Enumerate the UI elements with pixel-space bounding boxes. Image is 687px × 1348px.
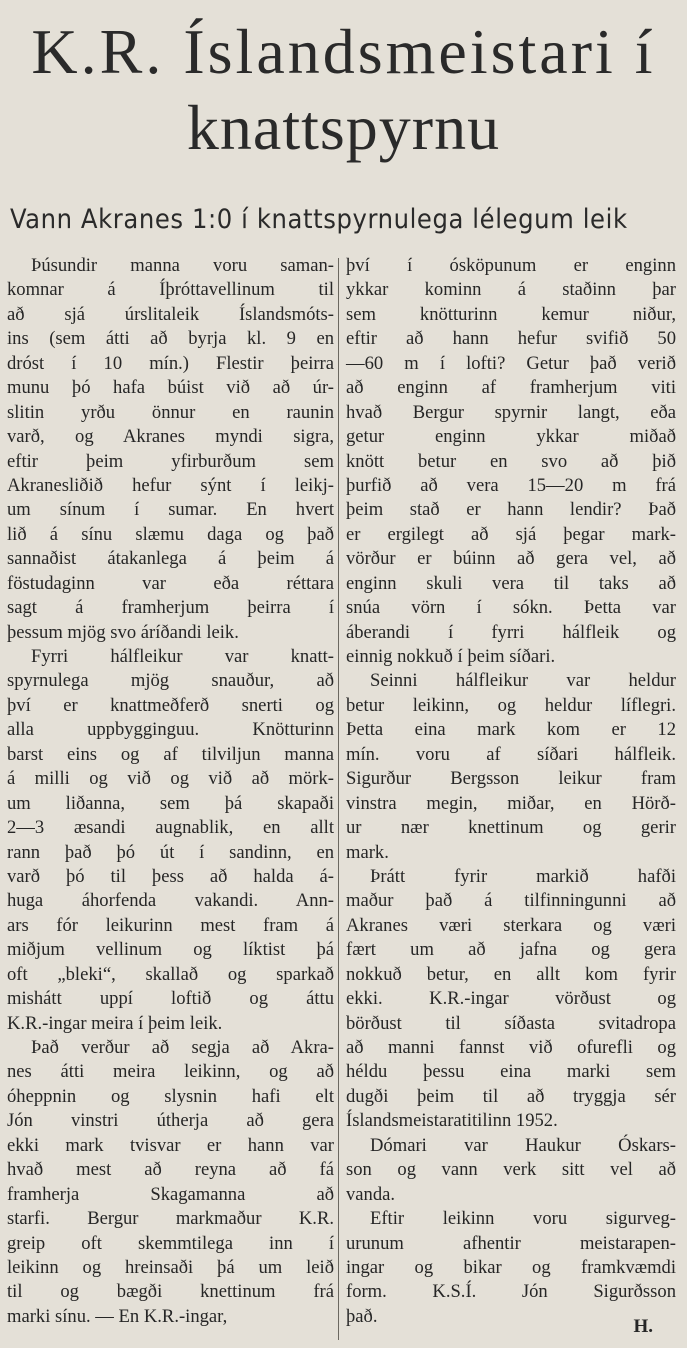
text-line: 2—3 æsandi augnablik, en allt (7, 817, 334, 839)
text-line: Íslandsmeistaratitilinn 1952. (346, 1110, 558, 1132)
text-line: áberandi í fyrri hálfleik og (346, 621, 676, 643)
subheadline: Vann Akranes 1:0 í knattspyrnulega lélegum leik (10, 204, 628, 235)
text-line: maður það á tilfinningunni að (346, 890, 676, 912)
text-line: lið á sínu slæmu daga og það (7, 523, 334, 545)
text-line: sannaðist átakanlega á þeim á (7, 548, 334, 570)
text-line: Það verður að segja að Akra- (31, 1037, 334, 1058)
text-line: komnar á Íþróttavellinum til (7, 279, 334, 301)
text-line: marki sínu. — En K.R.-ingar, (7, 1305, 228, 1327)
text-line: föstudaginn var eða réttara (7, 572, 334, 594)
text-line: getur enginn ykkar miðað (346, 426, 676, 448)
text-line: nokkuð betur, en allt kom fyrir (346, 963, 676, 985)
text-line: vanda. (346, 1183, 396, 1205)
text-line: um liðanna, sem þá skapaði (7, 792, 334, 814)
text-line: enginn skuli vera til taks að (346, 572, 676, 594)
text-line: varð þó til þess að halda á- (7, 865, 334, 887)
text-line: Eftir leikinn voru sigurveg- (370, 1208, 676, 1230)
text-line: þeim stað er hann lendir? Það (346, 499, 676, 521)
text-line: dróst í 10 mín.) Flestir þeirra (7, 352, 334, 374)
text-line: börðust til síðasta svitadropa (346, 1012, 676, 1034)
text-line: Þrátt fyrir markið hafði (370, 865, 676, 887)
text-line: einnig nokkuð í þeim síðari. (346, 646, 556, 667)
text-line: Sigurður Bergsson leikur fram (346, 768, 676, 790)
text-line: ingar og bikar og framkvæmdi (346, 1256, 676, 1278)
text-line: eftir þeim yfirburðum sem (7, 450, 334, 472)
text-line: miðjum vellinum og líktist þá (7, 939, 334, 961)
text-line: óheppnin og slysnin hafi elt (7, 1085, 334, 1107)
text-line: framherja Skagamanna að (7, 1183, 334, 1205)
text-line: Akranesliðið hefur sýnt í leikj- (7, 474, 334, 496)
text-line: huga áhorfenda vakandi. Ann- (7, 890, 334, 912)
text-line: ekki. K.R.-ingar vörðust og (346, 988, 676, 1010)
text-line: mishátt uppí loftið og áttu (7, 988, 334, 1010)
text-line: ur nær knettinum og gerir (346, 817, 676, 839)
text-line: K.R.-ingar meira í þeim leik. (7, 1012, 223, 1034)
text-line: um sínum í sumar. En hvert (7, 499, 334, 521)
text-line: héldu þessu eina marki sem (346, 1061, 676, 1083)
text-line: munu þó hafa búist við að úr- (7, 377, 334, 399)
text-line: að enginn af framherjum viti (346, 377, 676, 399)
text-line: ykkar kominn á staðinn þar (346, 279, 676, 301)
text-line: betur leikinn, og heldur líflegri. (346, 694, 676, 716)
text-line: greip oft skemmtilega inn í (7, 1232, 334, 1254)
text-line: —60 m í lofti? Getur það verið (346, 352, 676, 374)
text-line: að sjá úrslitaleik Íslandsmóts- (7, 303, 334, 325)
text-line: mín. voru af síðari hálfleik. (346, 743, 676, 765)
text-line: starfi. Bergur markmaður K.R. (7, 1208, 334, 1230)
text-line: urunum afhentir meistarapen- (346, 1232, 676, 1254)
text-line: leikinn og hreinsaði þá um leið (7, 1256, 334, 1278)
text-line: snúa vörn í sókn. Þetta var (346, 597, 676, 619)
text-line: ekki mark tvisvar er hann var (7, 1134, 334, 1156)
text-line: vörður er búinn að gera vel, að (346, 548, 676, 570)
text-line: Þúsundir manna voru saman- (31, 255, 334, 276)
headline-line-2: knattspyrnu (186, 92, 501, 163)
text-line: þessum mjög svo áríðandi leik. (7, 621, 239, 643)
text-line: Dómari var Haukur Óskars- (370, 1134, 676, 1156)
text-line: ins (sem átti að byrja kl. 9 en (7, 328, 334, 350)
text-line: Þetta eina mark kom er 12 (346, 719, 676, 741)
text-line: hvað Bergur spyrnir langt, eða (346, 401, 676, 423)
text-line: Seinni hálfleikur var heldur (370, 670, 676, 692)
text-line: þurfið að vera 15—20 m frá (346, 474, 676, 496)
text-line: eftir að hann hefur svifið 50 (346, 328, 676, 350)
text-line: varð, og Akranes myndi sigra, (7, 426, 334, 448)
text-line: hvað mest að reyna að fá (7, 1159, 334, 1181)
text-line: vinstra megin, miðar, en Hörð- (346, 792, 676, 814)
text-line: því er knattmeðferð snerti og (7, 694, 334, 716)
text-line: því í ósköpunum er enginn (346, 255, 676, 276)
text-line: oft „bleki“, skallað og sparkað (7, 963, 334, 985)
text-line: mark. (346, 841, 389, 863)
text-line: Jón vinstri útherja að gera (7, 1110, 334, 1132)
text-line: son og vann verk sitt vel að (346, 1159, 676, 1181)
text-line: fært um að jafna og gera (346, 939, 676, 961)
headline-line-1: K.R. Íslandsmeistari í (31, 16, 656, 87)
text-line: rann það þó út í sandinn, en (7, 841, 334, 863)
right-column (346, 254, 676, 1329)
text-line: spyrnulega mjög snauður, að (7, 670, 334, 692)
text-line: Fyrri hálfleikur var knatt- (31, 646, 334, 667)
text-line: til og bægði knettinum frá (7, 1281, 334, 1303)
text-line: það. (346, 1305, 378, 1327)
text-line: alla uppbygginguu. Knötturinn (7, 719, 334, 741)
text-line: nes átti meira leikinn, og að (7, 1061, 334, 1083)
text-line: ars fór leikurinn mest fram á (7, 914, 334, 936)
text-line: er ergilegt að sjá þegar mark- (346, 523, 676, 545)
column-divider (338, 258, 339, 1340)
text-line: á milli og við og við að mörk- (7, 768, 334, 790)
text-line: sem knötturinn kemur niður, (346, 303, 676, 325)
text-line: dugði þeim til að tryggja sér (346, 1085, 676, 1107)
text-line: Akranes væri sterkara og væri (346, 914, 676, 936)
text-line: slitin yrðu önnur en raunin (7, 401, 334, 423)
text-line: knött betur en svo að þið (346, 450, 676, 472)
headline (0, 14, 687, 166)
text-line: að manni fannst við ofurefli og (346, 1037, 676, 1058)
text-line: barst eins og af tilviljun manna (7, 743, 334, 765)
text-line: sagt á framherjum þeirra í (7, 597, 334, 619)
left-column (7, 254, 334, 1329)
text-line: form. K.S.Í. Jón Sigurðsson (346, 1281, 676, 1303)
author-signature: H. (633, 1316, 653, 1337)
